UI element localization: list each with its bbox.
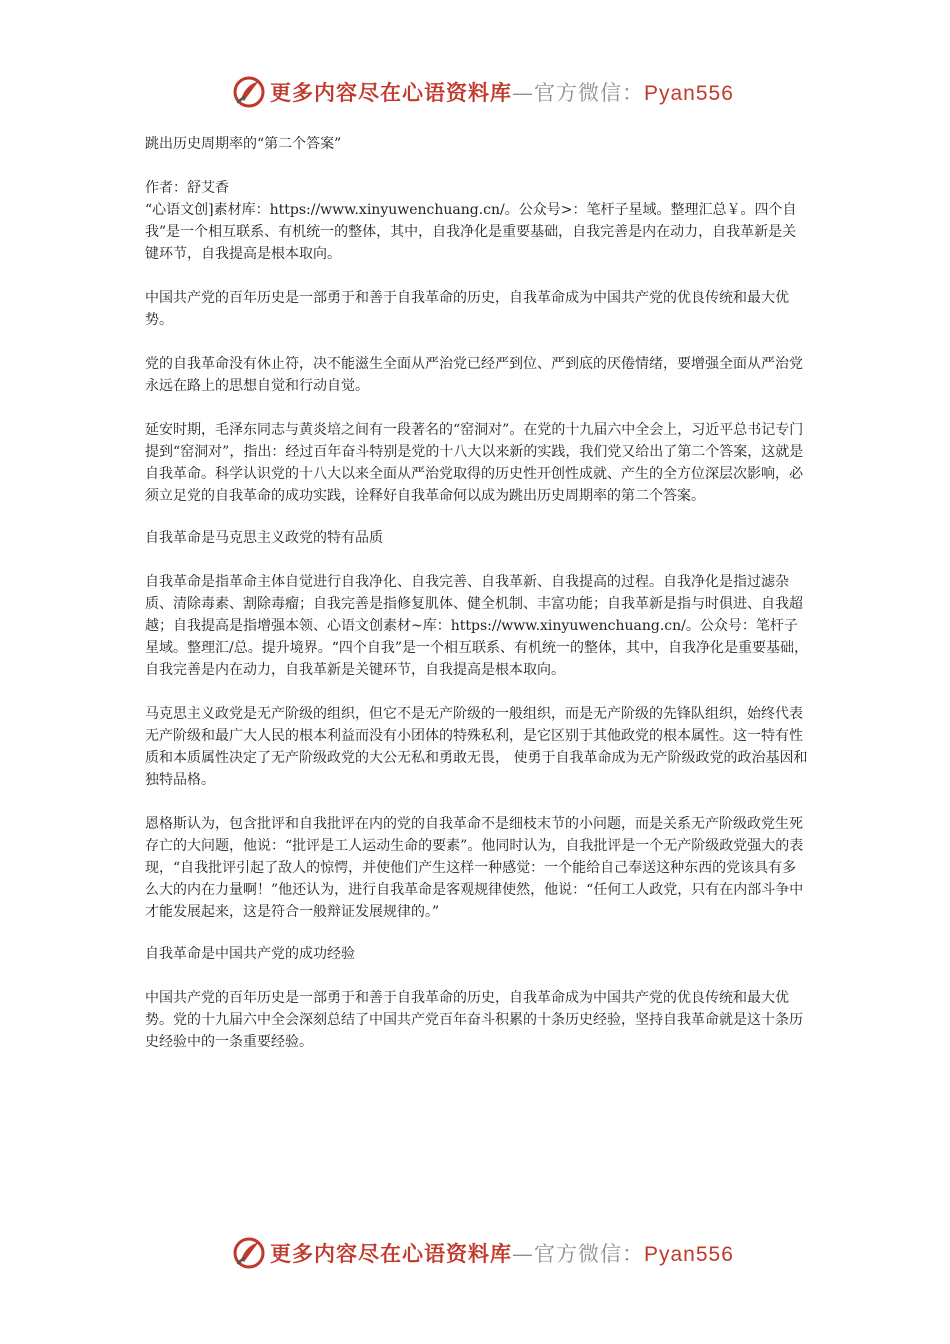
doc-author: 作者：舒艾香 — [145, 180, 229, 196]
banner-wechat-id: Pyan556 — [644, 1243, 734, 1266]
header-banner — [0, 73, 950, 113]
section-heading-1: 自我革命是马克思主义政党的特有品质 — [145, 530, 383, 546]
document-body — [145, 133, 810, 1053]
banner-text — [270, 77, 734, 107]
banner-wechat-id: Pyan556 — [644, 82, 734, 105]
paragraph-2: 中国共产党的百年历史是一部勇于和善于自我革命的历史，自我革命成为中国共产党的优良传统和最大优势。 — [145, 290, 789, 328]
section-heading-2: 自我革命是中国共产党的成功经验 — [145, 946, 355, 962]
paragraph-3: 党的自我革命没有休止符，决不能滋生全面从严治党已经严到位、严到底的厌倦情绪，要增强全面从严治党永远在路上的思想自觉和行动自觉。 — [145, 356, 803, 394]
doc-title: 跳出历史周期率的“第二个答案” — [145, 136, 342, 152]
banner-main: 更多内容尽在心语资料库 — [270, 1241, 512, 1266]
banner-wechat-label: 官方微信： — [534, 1242, 644, 1266]
paragraph-5: 自我革命是指革命主体自觉进行自我净化、自我完善、自我革新、自我提高的过程。自我净化是指过滤杂质、清除毒素、割除毒瘤；自我完善是指修复肌体、健全机制、丰富功能；自我革新是指与时俱进、自我超越；自我提高是指增强本领、心语文创素材~库：https://www.xinyuwenchuang.cn/。公众号：笔杆子星域。整理汇/总。提升境界。“四个自我”是一个相互联系、有机统一的整体，其中，自我净化是重要基础，自我完善是内在动力，自我革新是关键环节，自我提高是根本取向。 — [145, 574, 809, 678]
footer-banner — [0, 1234, 950, 1274]
logo-icon — [232, 75, 266, 109]
paragraph-8: 中国共产党的百年历史是一部勇于和善于自我革命的历史，自我革命成为中国共产党的优良传统和最大优势。党的十九届六中全会深刻总结了中国共产党百年奋斗积累的十条历史经验，坚持自我革命就是这十条历史经验中的一条重要经验。 — [145, 990, 803, 1050]
banner-text — [270, 1238, 734, 1268]
banner-main: 更多内容尽在心语资料库 — [270, 80, 512, 105]
paragraph-7: 恩格斯认为，包含批评和自我批评在内的党的自我革命不是细枝末节的小问题，而是关系无产阶级政党生死存亡的大问题，他说：“批评是工人运动生命的要素”。他同时认为，自我批评是一个无产阶级政党强大的表现，“自我批评引起了敌人的惊愕，并使他们产生这样一种感觉：一个能给自己奉送这种东西的党该具有多么大的内在力量啊！”他还认为，进行自我革命是客观规律使然，他说：“任何工人政党，只有在内部斗争中才能发展起来，这是符合一般辩证发展规律的。” — [145, 816, 804, 920]
banner-sep: — — [512, 81, 534, 105]
paragraph-4: 延安时期，毛泽东同志与黄炎培之间有一段著名的“窑洞对”。在党的十九届六中全会上，习近平总书记专门提到“窑洞对”，指出：经过百年奋斗特别是党的十八大以来新的实践，我们党又给出了第二个答案，这就是自我革命。科学认识党的十八大以来全面从严治党取得的历史性开创性成就、产生的全方位深层次影响，必须立足党的自我革命的成功实践，诠释好自我革命何以成为跳出历史周期率的第二个答案。 — [145, 422, 804, 504]
banner-wechat-label: 官方微信： — [534, 81, 644, 105]
paragraph-6: 马克思主义政党是无产阶级的组织，但它不是无产阶级的一般组织，而是无产阶级的先锋队组织，始终代表无产阶级和最广大人民的根本利益而没有小团体的特殊私利，是它区别于其他政党的根本属性。这一特有性质和本质属性决定了无产阶级政党的大公无私和勇敢无畏， 使勇于自我革命成为无产阶级政党的政治基因和独特品格。 — [145, 706, 808, 788]
paragraph-1: “心语文创]素材库：https://www.xinyuwenchuang.cn/。公众号>：笔杆子星域。整理汇总￥。四个自我”是一个相互联系、有机统一的整体，其中，自我净化是重要基础，自我完善是内在动力，自我革新是关键环节，自我提高是根本取向。 — [145, 202, 797, 262]
logo-icon — [232, 1236, 266, 1270]
banner-sep: — — [512, 1242, 534, 1266]
